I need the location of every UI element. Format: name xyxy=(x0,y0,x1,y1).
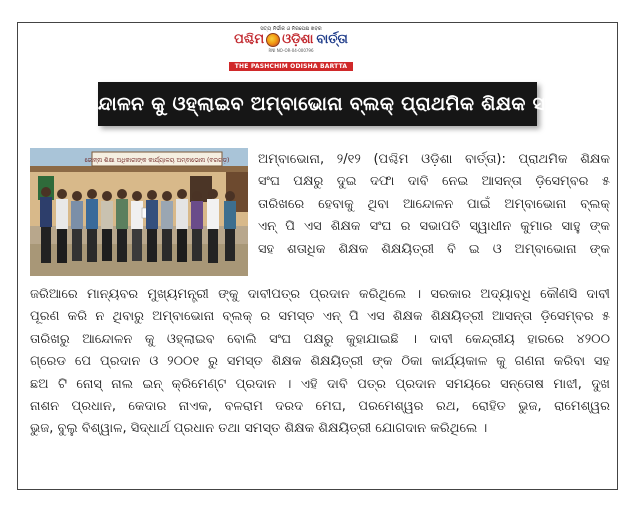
english-masthead-name: THE PASHCHIM ODISHA BARTTA xyxy=(229,62,354,71)
logo-word-pashchim: ପଶ୍ଚିମ xyxy=(234,32,265,47)
article-line: ନାଶନ ପ୍ରଧାନ, କେଦାର ନାଏକ, ବଳରାମ ଦରଦ ମେଘ, ପରମେଶ୍ୱର ରଥ, ରୋହିତ ଭୁଜ, ରାମେଶ୍ୱର xyxy=(30,399,610,415)
logo-seal-icon xyxy=(266,33,280,47)
news-photo xyxy=(30,148,248,276)
logo-row xyxy=(228,33,354,47)
article-body-top xyxy=(258,149,610,261)
article-line: ଏନ୍ ପି ଏସ ଶିକ୍ଷକ ସଂଘ ର ସଭାପତି ସ୍ୱାଧୀନ କୁମାର ସାହୁ ଙ୍କ xyxy=(258,219,610,235)
masthead-tagline: ସତ୍ୟ ନିର୍ଭୀକ ଓ ନିରପେକ୍ଷ ଖବର xyxy=(260,26,322,32)
article-line: ଛଅ ଟି ନୋସ୍ ନାଲ ଇନ୍ କ୍ରିମେଣ୍ଟ ପ୍ରଦାନ । ଏହି ଦାବି ପତ୍ର ପ୍ରଦାନ ସମୟରେ ସନ୍ତୋଷ ମାଝୀ, ଦୁଖ xyxy=(30,376,610,392)
headline-banner xyxy=(69,82,566,126)
registration-number: RNI NO-OR-04-000796 xyxy=(268,48,314,53)
signboard-text: ଜୋନ୍ନା ଶିକ୍ଷା ଅଧିକାରୀଙ୍କ କାର୍ଯ୍ୟାଳୟ ଅମ୍ବାଭୋନା (ବରଗଡ଼) xyxy=(84,157,230,164)
article-line: ଗ୍ରେଡ ପେ ପ୍ରଦାନ ଓ ୨୦୦୧ ରୁ ସମସ୍ତ ଶିକ୍ଷକ ଶିକ୍ଷୟିତ୍ରୀ ଙ୍କ ଠିକା କାର୍ଯ୍ୟକାଳ କୁ ଗଣନା କରିବା ସହ xyxy=(30,354,610,370)
article-line: ଜରିଆରେ ମାନ୍ୟବର ମୁଖ୍ୟମନ୍ତ୍ରୀ ଙ୍କୁ ଦାବୀପତ୍ର ପ୍ରଦାନ କରିଥିଲେ । ସରକାର ଅଦ୍ୟାବଧି କୌଣସି ଦାବୀ xyxy=(30,287,610,302)
article-line: ସଂଘ ପକ୍ଷରୁ ଦୁଇ ଦଫା ଦାବି ନେଇ ଆସନ୍ତା ଡ଼ିସେମ୍ବର ୫ xyxy=(258,174,610,190)
article-line: ତାରିଖରୁ ଆନ୍ଦୋଳନ କୁ ଓହ୍ଲାଇବ ବୋଲି ସଂଘ ପକ୍ଷରୁ କୁହାଯାଇଛି । ଦାବୀ କେନ୍ଦ୍ରୀୟ ହାରରେ ୪୨୦୦ xyxy=(30,331,610,347)
article-line: ତାରିଖରେ ହେବାକୁ ଥିବା ଆନ୍ଦୋଳନ ପାଇଁ ଅମ୍ବାଭୋନା ବ୍ଲକ୍ xyxy=(258,196,610,212)
logo-word-odisha: ଓଡ଼ିଶା xyxy=(282,32,314,47)
article-line-last: ଭୁଜ, ବୁଲୁ ବିଶ୍ୱାଳ, ସିଦ୍ଧାର୍ଥ ପ୍ରଧାନ ତଥା ସମସ୍ତ ଶିକ୍ଷକ ଶିକ୍ଷୟିତ୍ରୀ ଯୋଗଦାନ କରିଥିଲେ । xyxy=(30,421,488,437)
masthead-logo xyxy=(228,26,354,68)
news-photo-illustration xyxy=(30,148,248,276)
headline-title: ଆନ୍ଦୋଳନ କୁ ଓହ୍ଲାଇବ ଅମ୍ବାଭୋନା ବ୍ଲକ୍ ପ୍ରାଥମିକ ଶିକ୍ଷକ ସଂଘ xyxy=(69,93,566,115)
article-line: ପୂରଣ କରି ନ ଥିବାରୁ ଅମ୍ବାଭୋନା ବ୍ଲକ୍ ର ସମସ୍ତ ଏନ୍ ପି ଏସ ଶିକ୍ଷକ ଶିକ୍ଷୟିତ୍ରୀ ଆସନ୍ତା ଡ଼ିସେମ୍ବର ୫ xyxy=(30,309,610,325)
logo-word-bartta: ବାର୍ତ୍ତା xyxy=(316,32,348,47)
article-line: ଅମ୍ବାଭୋନା, ୨/୧୨ (ପଶ୍ଚିମ ଓଡ଼ିଶା ବାର୍ତ୍ତା): ପ୍ରାଥମିକ ଶିକ୍ଷକ xyxy=(258,152,610,167)
article-line: ସହ ଶତାଧିକ ଶିକ୍ଷକ ଶିକ୍ଷୟିତ୍ରୀ ବି ଇ ଓ ଅମ୍ବାଭୋନା ଙ୍କ xyxy=(258,241,610,257)
article-body-bottom xyxy=(30,284,610,441)
